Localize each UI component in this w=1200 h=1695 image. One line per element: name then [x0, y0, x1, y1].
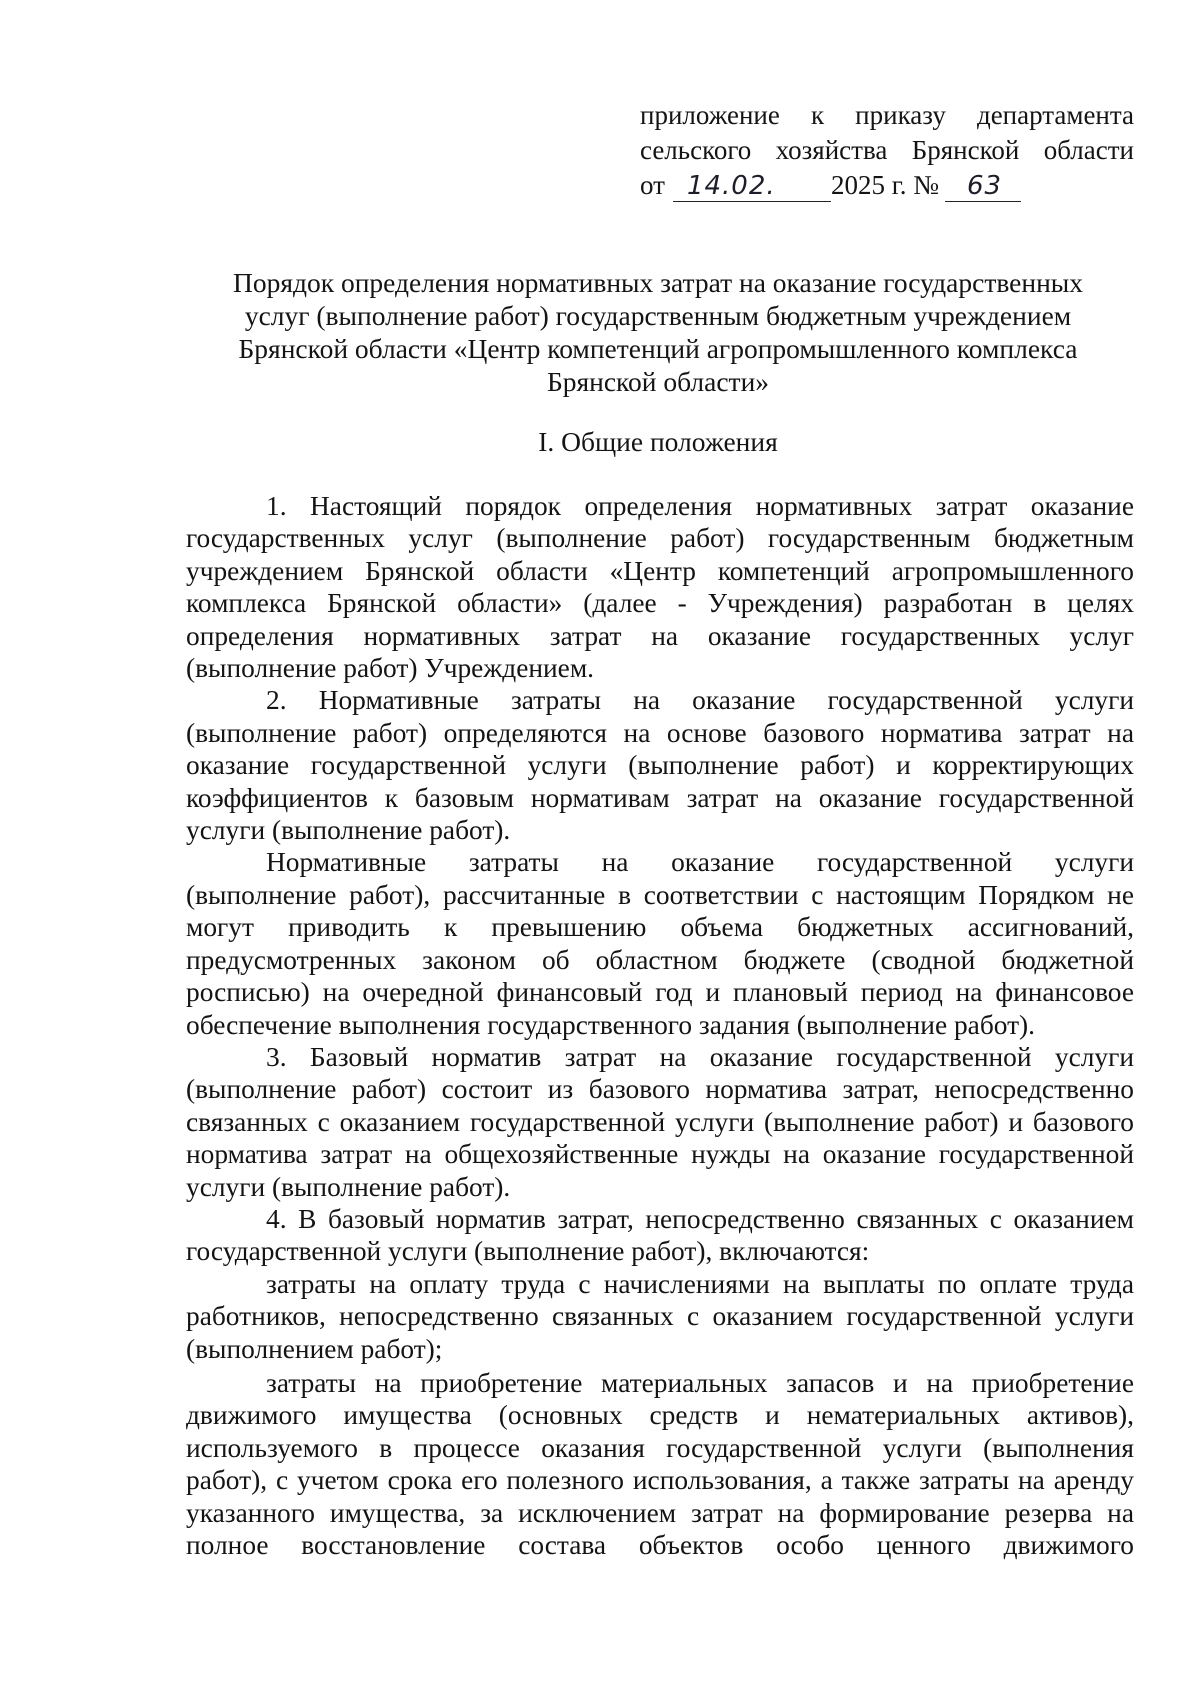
approval-year: 2025 г. № [830, 170, 939, 200]
text-line: связанных с оказанием государственной услуги (выполнение работ) и базового [186, 1106, 1134, 1137]
text-line: росписью) на очередной финансовый год и плановый период на финансовое [186, 977, 1134, 1008]
text-line: затраты на приобретение материальных запасов и на приобретение [266, 1367, 1134, 1398]
handwritten-order-number: 63 [945, 172, 1021, 202]
paragraph-3 [186, 1041, 1134, 1203]
text-line: норматива затрат на общехозяйственные нужды на оказание государственной [186, 1139, 1134, 1170]
title-line-1: Порядок определения нормативных затрат на оказание государственных [232, 267, 1084, 298]
document-title [188, 266, 1128, 398]
approval-line-1: приложение к приказу департамента [640, 100, 1134, 130]
text-line: затраты на оплату труда с начислениями на выплаты по оплате труда [266, 1268, 1134, 1299]
text-line: предусмотренных законом об областном бюджете (сводной бюджетной [186, 944, 1134, 975]
title-line-3: Брянской области «Центр компетенций агропромышленного комплекса [238, 333, 1078, 364]
text-line: услуги (выполнение работ). [186, 1171, 511, 1202]
text-line: движимого имущества (основных средств и нематериальных активов), [186, 1400, 1134, 1431]
text-line: используемого в процессе оказания государственной услуги (выполнения [186, 1432, 1134, 1463]
approval-date-line [640, 168, 1134, 203]
document-body [186, 490, 1134, 1561]
text-line: (выполнение работ) состоит из базового норматива затрат, непосредственно [186, 1074, 1134, 1105]
approval-line-2: сельского хозяйства Брянской области [640, 135, 1134, 165]
text-line: (выполнением работ); [186, 1333, 443, 1364]
paragraph-4-item-1 [186, 1268, 1134, 1365]
text-line: услуги (выполнение работ). [186, 815, 511, 846]
text-line: Нормативные затраты на оказание государственной услуги [266, 847, 1134, 878]
text-line: 3. Базовый норматив затрат на оказание государственной услуги [266, 1041, 1134, 1072]
title-line-4: Брянской области» [546, 366, 770, 397]
text-line: обеспечение выполнения государственного задания (выполнение работ). [186, 1009, 1036, 1040]
text-line: государственных услуг (выполнение работ) государственным бюджетным [186, 523, 1134, 554]
text-line: могут приводить к превышению объема бюджетных ассигнований, [186, 912, 1134, 943]
text-line: 1. Настоящий порядок определения нормативных затрат оказание [266, 491, 1134, 521]
paragraph-1 [186, 490, 1134, 684]
text-line: 4. В базовый норматив затрат, непосредственно связанных с оказанием [266, 1203, 1134, 1234]
paragraph-4-item-2 [186, 1367, 1134, 1561]
text-line: комплекса Брянской области» (далее - Учреждения) разработан в целях [186, 588, 1134, 619]
text-line: полное восстановление состава объектов особо ценного движимого [186, 1530, 1134, 1560]
text-line: работников, непосредственно связанных с оказанием государственной услуги [186, 1301, 1134, 1332]
text-line: указанного имущества, за исключением затрат на формирование резерва на [186, 1497, 1134, 1528]
title-line-2: услуг (выполнение работ) государственным бюджетным учреждением [244, 300, 1072, 331]
approval-stamp-block [640, 98, 1134, 203]
text-line: работ), с учетом срока его полезного использования, а также затраты на аренду [186, 1465, 1134, 1496]
paragraph-2-continued [186, 846, 1134, 1040]
handwritten-date: 14.02. [673, 172, 831, 202]
text-line: государственной услуги (выполнение работ), включаются: [186, 1236, 870, 1267]
text-line: 2. Нормативные затраты на оказание государственной услуги [266, 685, 1134, 716]
paragraph-2 [186, 684, 1134, 846]
text-line: оказание государственной услуги (выполнение работ) и корректирующих [186, 750, 1134, 781]
text-line: (выполнение работ), рассчитанные в соответствии с настоящим Порядком не [186, 879, 1134, 910]
paragraph-4 [186, 1203, 1134, 1268]
text-line: (выполнение работ) Учреждением. [186, 653, 595, 684]
section-heading: I. Общие положения [538, 426, 778, 457]
text-line: учреждением Брянской области «Центр компетенций агропромышленного [186, 555, 1134, 586]
approval-prefix: от [640, 170, 665, 200]
text-line: коэффициентов к базовым нормативам затрат на оказание государственной [186, 782, 1134, 813]
text-line: (выполнение работ) определяются на основе базового норматива затрат на [186, 717, 1134, 748]
text-line: определения нормативных затрат на оказание государственных услуг [186, 620, 1134, 651]
